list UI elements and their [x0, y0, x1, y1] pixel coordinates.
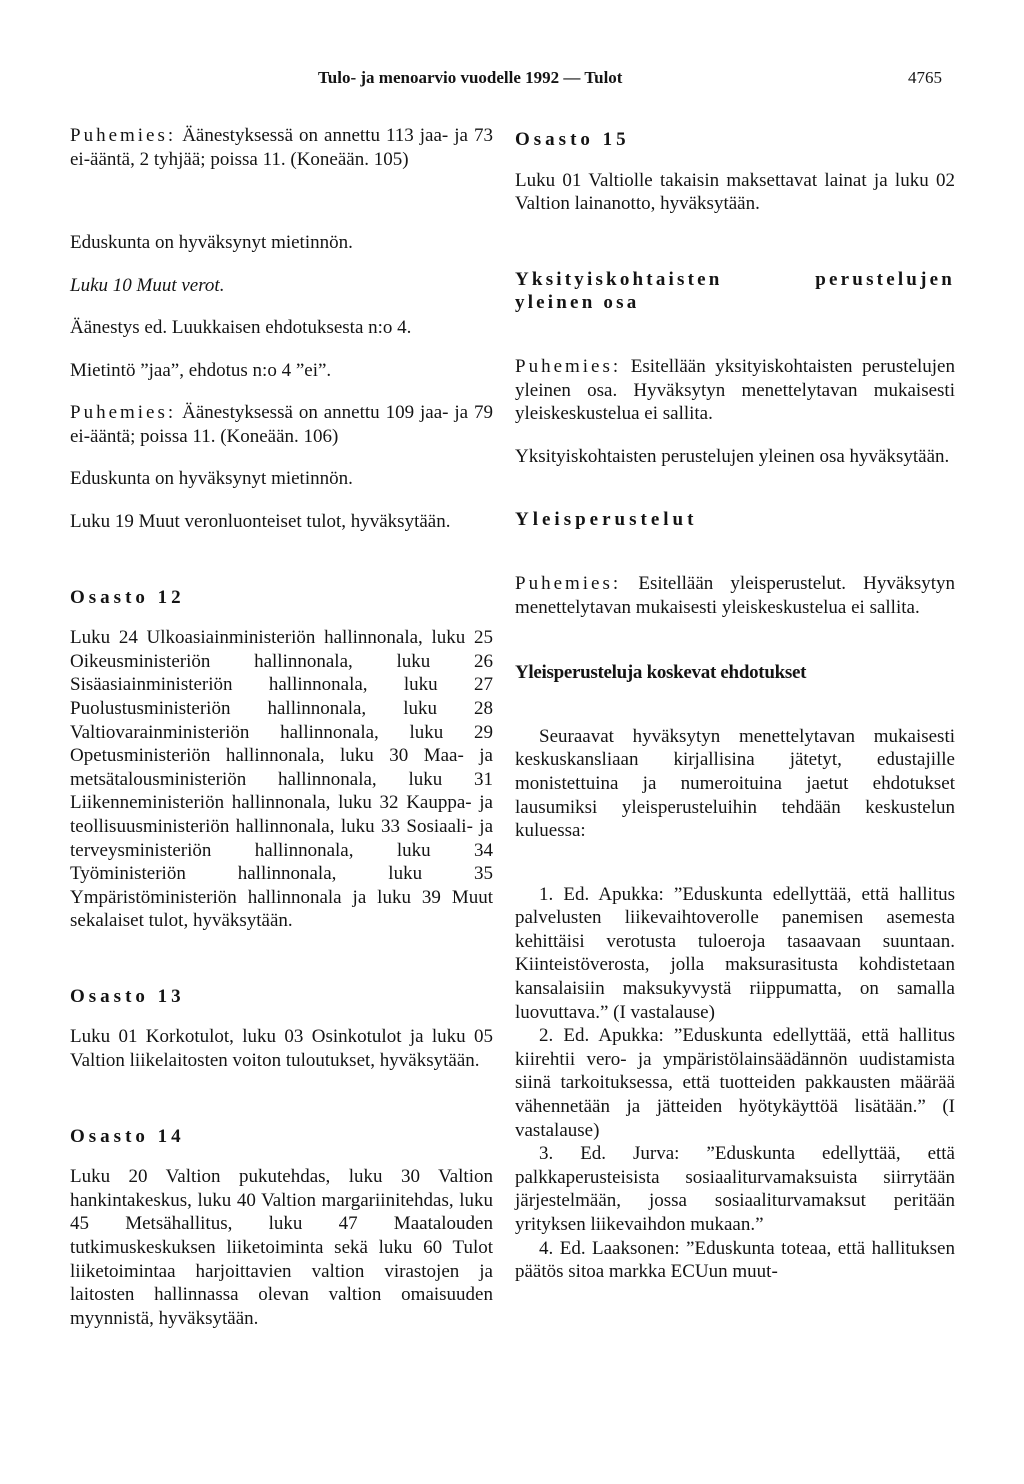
vote-result-paragraph: [70, 124, 493, 219]
right-column: [515, 124, 955, 1284]
vote-result-text: Äänestyksessä on annettu 109 jaa- ja 79 ei-ääntä; poissa 11. (Koneään. 106): [70, 402, 494, 447]
subsection-heading: Yleisperusteluja koskevat ehdotukset: [515, 662, 807, 684]
section-heading: Osasto 12: [70, 586, 185, 608]
section-heading: Yksityiskohtaisten perustelujen yleinen osa: [515, 268, 955, 314]
speaker-label: Puhemies:: [515, 355, 622, 377]
chair-statement: [515, 572, 955, 619]
speaker-label: Puhemies:: [70, 125, 177, 146]
proposal-item: 4. Ed. Laaksonen: ”Eduskunta toteaa, että hallituksen päätös sitoa markka ECUun muut-: [515, 1237, 955, 1283]
speaker-label: Puhemies:: [515, 572, 622, 594]
proposal-item: 2. Ed. Apukka: ”Eduskunta edellyttää, että hallitus kiirehtii vero- ja ympäristölainsäädännön uudistamista siinä tarkoituksessa, että tuotteiden pakkausten määrää vähennetään ja jätteiden hyötykäyttöä lisätään.” (I vastalause): [515, 1025, 955, 1141]
approval-paragraph: Yksityiskohtaisten perustelujen yleinen osa hyväksytään.: [515, 445, 950, 467]
running-title: Tulo- ja menoarvio vuodelle 1992 — Tulot: [318, 68, 623, 87]
section-heading: Yleisperustelut: [515, 509, 698, 531]
chair-statement-text: Esitellään yksityiskohtaisten perustelujen yleinen osa. Hyväksytyn menettelytavan mukaisesti yleiskeskustelua ei sallita.: [515, 355, 955, 425]
approval-paragraph: Eduskunta on hyväksynyt mietinnön.: [70, 468, 353, 490]
running-header: [0, 66, 1024, 90]
vote-result-text: Äänestyksessä on annettu 113 jaa- ja 73 ei-ääntä, 2 tyhjää; poissa 11. (Koneään. 105): [70, 125, 493, 170]
left-column: [70, 124, 493, 1330]
page-number: 4765: [908, 68, 942, 87]
proposal-item: 3. Ed. Jurva: ”Eduskunta edellyttää, että palkkaperusteisista sosiaaliturvamaksuista siirrytään järjestelmään, jossa sosiaaliturvamaksut peritään yrityksen liikevaihdon mukaan.”: [515, 1143, 955, 1235]
chapter-approval: Luku 19 Muut veronluonteiset tulot, hyväksytään.: [70, 510, 451, 532]
section-heading: Osasto 13: [70, 985, 185, 1007]
section-text: Luku 24 Ulkoasiainministeriön hallinnonala, luku 25 Oikeusministeriön hallinnonala, luku 26 Sisäasiainministeriön hallinnonala, luku 27 Puolustusministeriön hallinnonala, luku 28 Valtiovarainministeriön hallinnonala, luku 29 Opetusministeriön hallinnonala, luku 30 Maa- ja metsätalousministeriön hallinnonala, luku 31 Liikenneministeriön hallinnonala, luku 32 Kauppa- ja teollisuusministeriön hallinnonala, luku 33 Sosiaali- ja terveysministeriön hallinnonala, luku 34 Työministeriön hallinnonala, luku 35 Ympäristöministeriön hallinnonala ja luku 39 Muut sekalaiset tulot, hyväksytään.: [70, 627, 493, 932]
vote-announcement: Äänestys ed. Luukkaisen ehdotuksesta n:o 4.: [70, 317, 412, 339]
section-text: Luku 01 Valtiolle takaisin maksettavat lainat ja luku 02 Valtion lainanotto, hyväksytään.: [515, 169, 955, 215]
chair-statement: [515, 355, 955, 426]
vote-result-paragraph: [70, 401, 493, 448]
section-heading: Osasto 14: [70, 1125, 185, 1147]
speaker-label: Puhemies:: [70, 402, 177, 424]
proposals-intro: Seuraavat hyväksytyn menettelytavan mukaisesti keskuskansliaan kirjallisina jätetyt, edustajille monistettuina ja numeroituina jaetut ehdotukset lausumiksi yleisperusteluihin tehdään keskustelun kuluessa:: [515, 725, 955, 842]
approval-paragraph: Eduskunta on hyväksynyt mietinnön.: [70, 232, 353, 253]
section-text: Luku 01 Korkotulot, luku 03 Osinkotulot ja luku 05 Valtion liikelaitosten voiton tuloutukset, hyväksytään.: [70, 1026, 493, 1072]
chapter-title: Luku 10 Muut verot.: [70, 274, 225, 296]
chair-statement-text: Esitellään yleisperustelut. Hyväksytyn menettelytavan mukaisesti yleiskeskustelua ei sallita.: [515, 572, 955, 618]
vote-options: Mietintö ”jaa”, ehdotus n:o 4 ”ei”.: [70, 359, 332, 381]
section-heading: Osasto 15: [515, 129, 630, 150]
proposal-item: 1. Ed. Apukka: ”Eduskunta edellyttää, että hallitus palvelusten liikevaihtoverolle panemisen asemesta kehittäisi verotusta tuloeroja tasaavaan suuntaan. Kiinteistöverosta, jolla maksurasitusta kohdistetaan kansalaisiin maksukyvystä riippumatta, on samalla luovuttava.” (I vastalause): [515, 883, 955, 1023]
section-text: Luku 20 Valtion pukutehdas, luku 30 Valtion hankintakeskus, luku 40 Valtion margariinitehdas, luku 45 Metsähallitus, luku 47 Maatalouden tutkimuskeskuksen liiketoiminta sekä luku 60 Tulot liiketoimintaa harjoittavien valtion virastojen ja laitosten hallinnassa olevan valtion omaisuuden myynnistä, hyväksytään.: [70, 1166, 493, 1329]
